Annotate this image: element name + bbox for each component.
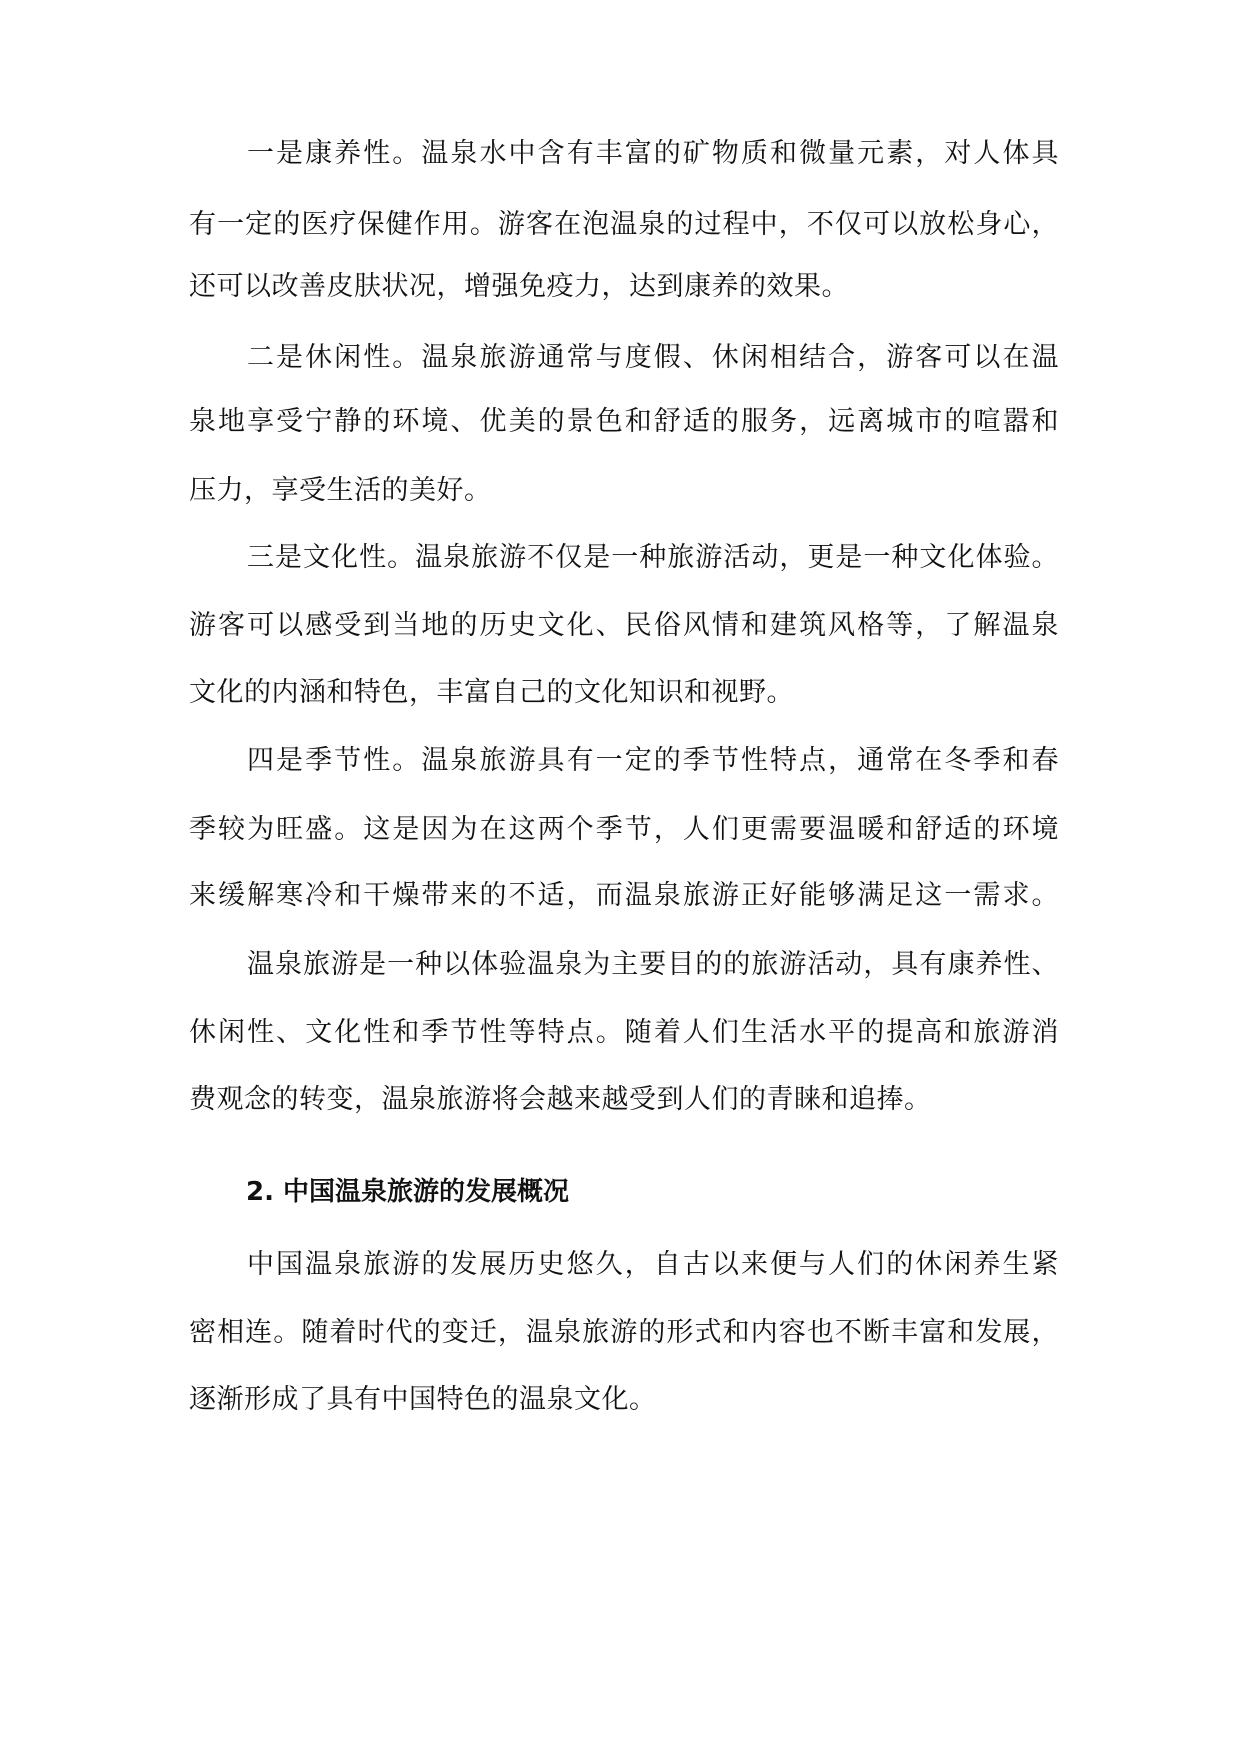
paragraph-line: 文化的内涵和特色，丰富自己的文化知识和视野。 [189,677,794,708]
paragraph-line: 一是康养性。温泉水中含有丰富的矿物质和微量元素，对人体具 [247,138,1059,169]
paragraph-line: 四是季节性。温泉旅游具有一定的季节性特点，通常在冬季和春 [247,745,1059,776]
paragraph-line: 温泉旅游是一种以体验温泉为主要目的的旅游活动，具有康养性、 [247,949,1059,980]
paragraph-line: 三是文化性。温泉旅游不仅是一种旅游活动，更是一种文化体验。 [247,542,1059,573]
paragraph-line: 中国温泉旅游的发展历史悠久，自古以来便与人们的休闲养生紧 [247,1249,1059,1280]
paragraph-line: 逐渐形成了具有中国特色的温泉文化。 [189,1384,657,1415]
paragraph-line: 休闲性、文化性和季节性等特点。随着人们生活水平的提高和旅游消 [189,1017,1059,1048]
paragraph-line: 泉地享受宁静的环境、优美的景色和舒适的服务，远离城市的喧嚣和 [189,406,1059,437]
section-heading: 2. 中国温泉旅游的发展概况 [246,1177,570,1207]
paragraph-line: 游客可以感受到当地的历史文化、民俗风情和建筑风格等，了解温泉 [189,610,1059,641]
paragraph-line: 费观念的转变，温泉旅游将会越来越受到人们的青睐和追捧。 [189,1084,932,1115]
paragraph-line: 密相连。随着时代的变迁，温泉旅游的形式和内容也不断丰富和发展， [189,1317,1059,1348]
paragraph-line: 还可以改善皮肤状况，增强免疫力，达到康养的效果。 [189,271,849,302]
paragraph-line: 有一定的医疗保健作用。游客在泡温泉的过程中，不仅可以放松身心， [189,209,1059,240]
paragraph-line: 二是休闲性。温泉旅游通常与度假、休闲相结合，游客可以在温 [247,342,1059,373]
paragraph-line: 季较为旺盛。这是因为在这两个季节，人们更需要温暖和舒适的环境 [189,814,1059,845]
paragraph-line: 压力，享受生活的美好。 [189,475,492,506]
paragraph-line: 来缓解寒冷和干燥带来的不适，而温泉旅游正好能够满足这一需求。 [189,880,1059,911]
